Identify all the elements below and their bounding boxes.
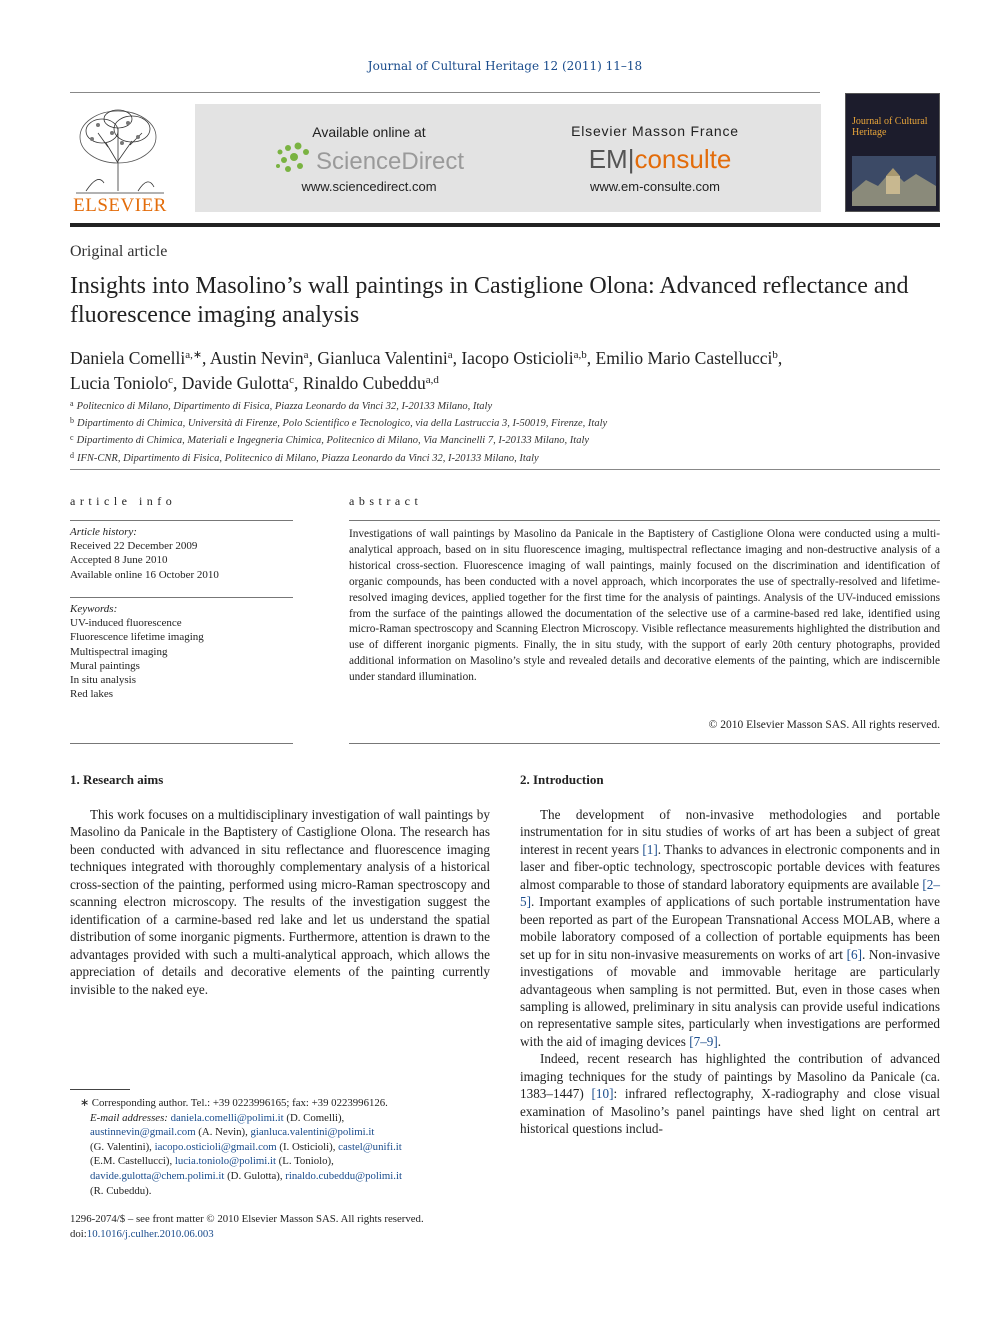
sciencedirect-available-label: Available online at [312,124,426,140]
banner-top-rule [70,92,820,93]
affiliation-text: IFN-CNR, Dipartimento di Fisica, Politecnico di Milano, Piazza Leonardo da Vinci 32, I-20133 Milano, Italy [77,452,539,464]
affiliation-marker: a [70,399,74,408]
email-owner: (A. Nevin), [195,1126,251,1139]
online-date: Available online 16 October 2010 [70,568,219,581]
citation-link[interactable]: [10] [591,1086,614,1102]
em-consulte-logo[interactable] [560,144,760,178]
section-1-body [70,806,490,998]
email-owner: (G. Valentini), [90,1140,155,1153]
paragraph-text: The development of non-invasive methodologies and portable instrumentation for in situ studies of works of art has been a subject of great interest in recent years [520,807,940,857]
email-link[interactable]: lucia.toniolo@polimi.it [174,1155,276,1168]
keyword-item: Fluorescence lifetime imaging [70,631,204,644]
author-separator: , [308,348,318,368]
author-separator: , [452,348,462,368]
email-link[interactable]: davide.gulotta@chem.polimi.it [90,1169,225,1182]
received-date: Received 22 December 2009 [70,540,198,553]
accepted-date: Accepted 8 June 2010 [70,554,168,567]
email-owner: (D. Gulotta), [224,1169,286,1182]
footnotes [70,1096,490,1198]
email-link[interactable]: daniela.comelli@polimi.it [170,1111,284,1124]
banner-bottom-rule [70,223,940,227]
paragraph-text: . Non-invasive investigations of movable and immovable heritage are particularly advantageous when sampling is not permitted. But, even in those cases when sampling is allowed, preliminary in situ analysis can provide useful indications on representative sample sites, particularly when investigations are performed with the aid of imaging devices [520,946,940,1049]
author-name[interactable]: Davide Gulotta [181,373,290,393]
elsevier-wordmark: ELSEVIER [73,195,167,216]
sciencedirect-logo[interactable] [272,142,472,176]
email-link[interactable]: rinaldo.cubeddu@polimi.it [285,1169,402,1182]
affiliation-item [70,414,940,431]
author-separator: , [294,373,303,393]
keyword-item: UV-induced fluorescence [70,617,182,630]
author-affiliation-marker[interactable]: a,∗ [185,349,203,361]
journal-reference[interactable]: Journal of Cultural Heritage 12 (2011) 11–18 [367,59,643,73]
email-owner: (E.M. Castellucci), [90,1155,175,1168]
affiliations [70,397,940,466]
sciencedirect-logo-text: ScienceDirect [316,148,465,175]
author-name[interactable]: Gianluca Valentini [317,348,448,368]
section-2-paragraph-1 [520,806,940,1050]
author-name[interactable]: Iacopo Osticioli [461,348,574,368]
citation-link[interactable]: [2–5] [520,876,940,910]
keywords [70,602,293,701]
em-logo-em: EM| [588,144,635,174]
affiliation-text: Politecnico di Milano, Dipartimento di Fisica, Piazza Leonardo da Vinci 32, I-20133 Milano, Italy [76,401,493,412]
affiliation-marker: b [70,416,74,426]
abstract-text: Investigations of wall paintings by Masolino da Panicale in the Baptistery of Castiglione Olona were conducted using a multi-analytical approach, based on in situ fluorescence imaging, multispectral reflectance imaging and non-destructive analysis of a historical cross-section. Fluorescence imaging of wall paintings, mainly focused on the discrimination and identification of organic compounds, has been conducted with a novel approach, which incorporates the use of spectrally-resolved and lifetime-resolved imaging devices, applied together for the first time for the analysis of paintings. Analysis of the UV-induced emissions from the surface of the paintings allowed the documentation of the selective use of a carmine-based red lake, identified using micro-Raman spectroscopy and Scanning Electron Microscopy. Visible reflectance measurements highlighted the distribution and use of different inorganic pigments. Finally, the in situ study, with the support of early 20th century photographs, provided additional information on Masolino’s style and revealed details and decorative elements of the painting, which are indiscernible under standard illumination. [349,528,940,684]
section-2-body [520,806,940,1138]
article-info-heading: article info [70,494,177,508]
abstract-heading: abstract [349,494,423,508]
author-affiliation-marker[interactable]: a [303,349,309,361]
section-1-heading: 1. Research aims [70,772,164,787]
abstract-rule [349,520,940,521]
email-addresses [70,1111,490,1199]
email-link[interactable]: austinnevin@gmail.com [90,1126,196,1139]
doi-link[interactable]: 10.1016/j.culher.2010.06.003 [86,1228,214,1240]
keyword-item: In situ analysis [70,674,136,687]
author-affiliation-marker[interactable]: b [772,349,778,361]
paragraph-text: Indeed, recent research has highlighted the contribution of advanced imaging techniques for the study of paintings by Masolino da Panicale (ca. 1383–1447) [520,1051,940,1102]
sciencedirect-url[interactable]: www.sciencedirect.com [301,179,437,194]
author-affiliation-marker[interactable]: a,b [573,349,587,361]
author-separator: , [202,348,210,368]
article-info-rule [70,520,293,521]
corresponding-author-note: ∗ Corresponding author. Tel.: +39 0223996165; fax: +39 0223996126. [80,1097,388,1109]
author-name[interactable]: Daniela Comelli [70,348,186,368]
em-consulte-title: Elsevier Masson France [571,123,739,139]
author-affiliation-marker[interactable]: a [447,349,453,361]
paragraph-text: . Thanks to advances in electronic components and in laser and fiber-optic technology, spectroscopic portable devices with features almost comparable to those of standard laboratory equipments are available [520,841,941,892]
section-2-heading: 2. Introduction [520,772,604,787]
section-1-paragraph: This work focuses on a multidisciplinary investigation of wall paintings by Masolino da Panicale in the Baptistery of Castiglione Olona. The research has been conducted with advanced in situ reflectance and fluorescence imaging techniques integrated with thoroughly complementary analysis of a historical cross-section of the painting, performed using micro-Raman spectroscopy and scanning electron microscopy. The results of the investigation suggest the identification of a carmine-based red lake and let us understand the spatial distribution of some inorganic pigments. Furthermore, attention is drawn to the advantages provided with such a multi-analytical approach, which allows the appreciation of details and decorative elements of the painting currently invisible to the naked eye. [70,807,490,997]
journal-cover-title: Journal of Cultural Heritage [852,116,928,138]
email-owner: (I. Osticioli), [276,1140,339,1153]
section-2-paragraph-2 [520,1050,940,1137]
issn-block [70,1212,510,1242]
doi-label: doi: [70,1228,87,1240]
author-separator: , [777,348,783,368]
citation-link[interactable]: [6] [846,946,862,962]
footnote-rule [70,1089,130,1090]
article-history [70,525,293,582]
affiliation-item [70,449,940,466]
em-consulte-url[interactable]: www.em-consulte.com [589,179,721,194]
email-owner: (L. Toniolo), [275,1155,334,1168]
affiliation-marker: c [70,433,74,443]
author-separator: , [586,348,596,368]
article-info-bottom-rule [70,743,293,744]
author-separator: , [172,373,182,393]
email-link[interactable]: iacopo.osticioli@gmail.com [154,1140,277,1153]
email-link[interactable]: gianluca.valentini@polimi.it [250,1126,375,1139]
paragraph-text: . Important examples of applications of such portable instrumentation have been reported as part of the European Transnational Access MOLAB, where a mobile laboratory composed of a collection of portable equipments has been set up for in situ non-invasive measurements on works of art [520,894,940,962]
article-title: Insights into Masolino’s wall paintings in Castiglione Olona: Advanced reflectance and fluorescence imaging analysis [70,273,909,328]
journal-cover-thumbnail [845,93,940,212]
affiliation-marker: d [70,450,74,460]
paragraph-text: . [717,1033,722,1049]
affiliation-text: Dipartimento di Chimica, Università di Firenze, Polo Scientifico e Tecnologico, via della Lastruccia 3, I-50019, Firenze, Italy [77,418,608,430]
author-affiliation-marker[interactable]: c [289,374,295,386]
affiliation-item [70,431,940,448]
article-history-label: Article history: [70,526,137,538]
issn-line: 1296-2074/$ – see front matter © 2010 Elsevier Masson SAS. All rights reserved. [70,1213,424,1225]
citation-link[interactable]: [7–9] [689,1033,718,1049]
paragraph-text: : infrared reflectography, X-radiography and close visual examination of Masolino’s panel paintings have shed light on central art historical questions includ- [520,1086,940,1137]
author-list [70,344,940,394]
affiliation-item [70,397,940,414]
abstract-bottom-rule [349,743,940,744]
abstract-copyright: © 2010 Elsevier Masson SAS. All rights reserved. [708,719,940,731]
em-logo-consulte: consulte [634,144,732,174]
header-divider [70,469,940,470]
email-owner: (D. Comelli), [283,1111,345,1124]
article-type: Original article [70,243,168,260]
doi-line [70,1227,510,1242]
keywords-label: Keywords: [70,603,118,615]
keyword-item: Red lakes [70,688,114,701]
affiliation-text: Dipartimento di Chimica, Materiali e Ingegneria Chimica, Politecnico di Milano, Via Mancinelli 7, I-20133 Milano, Italy [76,435,590,447]
email-label: E-mail addresses: [90,1111,171,1124]
email-link[interactable]: castel@unifi.it [338,1140,402,1153]
author-affiliation-marker[interactable]: a,d [425,374,439,386]
author-name[interactable]: Emilio Mario Castellucci [595,348,773,368]
keyword-item: Multispectral imaging [70,645,168,658]
keyword-item: Mural paintings [70,659,140,672]
author-affiliation-marker[interactable]: c [168,374,173,386]
journal-cover-image [852,156,936,206]
author-name[interactable]: Austin Nevin [209,348,304,368]
citation-link[interactable]: [1] [642,841,658,857]
email-owner: (R. Cubeddu). [90,1184,152,1197]
author-name[interactable]: Rinaldo Cubeddu [302,373,426,393]
keywords-rule [70,597,293,598]
author-name[interactable]: Lucia Toniolo [70,373,169,393]
